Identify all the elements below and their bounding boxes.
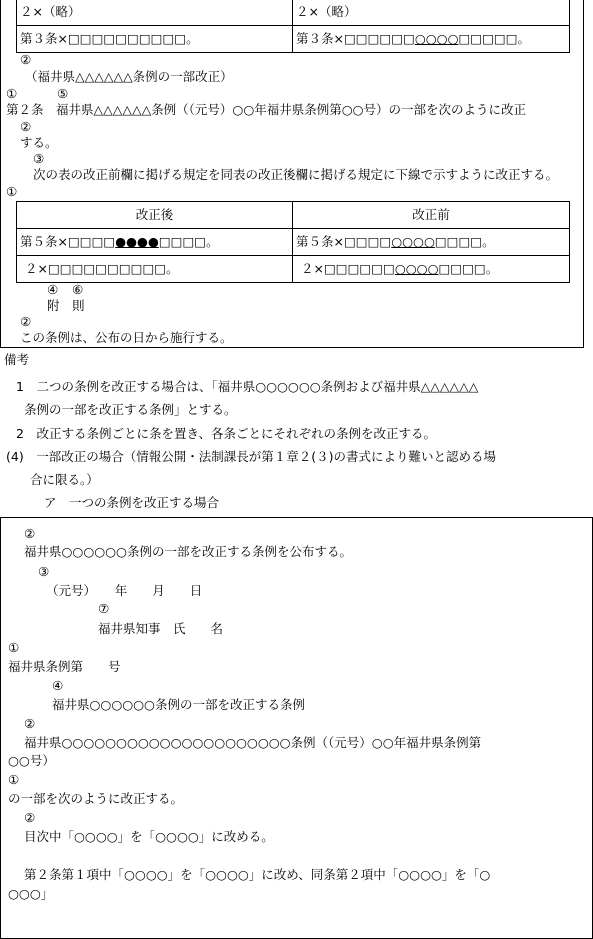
mark-circled-1: ① [8,772,20,787]
mark-circled-4: ④ [52,678,64,693]
table-cell: ２×（略） [293,0,570,26]
mark-circled-1: ① [8,640,20,655]
mark-circled-2: ② [20,119,32,134]
table-cell [293,229,570,256]
article-amendment-text-continued: ○○○」 [8,886,54,901]
governor-signature-line: 福井県知事 氏 名 [98,621,224,636]
mark-circled-6: ⑥ [72,282,84,297]
mark-circled-2: ② [24,526,36,541]
column-header-after: 改正後 [17,202,293,229]
table-row [17,229,570,256]
cell-text: □□□□□。 [458,31,531,46]
instruction-text: 次の表の改正前欄に掲げる規定を同表の改正後欄に掲げる規定に下線で示すように改正する。 [33,167,559,182]
underlined-text: ○○○○ [391,234,435,249]
table-row [17,26,570,53]
cell-text: ２×□□□□□□ [301,261,395,276]
mark-circled-1: ① [6,184,18,199]
note-item-continued: 条例の一部を改正する条例」とする。 [24,402,237,417]
mark-circled-3: ③ [33,151,45,166]
table-cell [293,26,570,53]
mark-circled-4: ④ [47,282,59,297]
section-item: (4) 一部改正の場合（情報公開・法制課長が第１章２(３)の書式により難いと認める場 [6,449,496,464]
supplementary-heading: 附 則 [47,298,85,313]
promulgation-text: 福井県○○○○○○条例の一部を改正する条例を公布する。 [24,544,352,559]
mark-circled-2: ② [24,810,36,825]
table-header-row [17,202,570,229]
cell-text: □□□□。 [438,261,499,276]
article-text-continued: する。 [20,135,58,150]
article-amendment-text: 第２条第１項中「○○○○」を「○○○○」に改め、同条第２項中「○○○○」を「○ [24,867,491,882]
body-text-continued: の一部を次のように改正する。 [8,791,184,806]
toc-amendment-text: 目次中「○○○○」を「○○○○」に改める。 [24,829,274,844]
table-cell [17,229,293,256]
date-line: （元号） 年 月 日 [46,583,203,598]
cell-text: □□□□。 [158,234,219,249]
comparison-table [16,201,570,283]
cell-text: ２×□□□□□□□□□□。 [25,261,179,276]
cell-text: □□□□。 [434,234,495,249]
table-cell [293,256,570,283]
mark-circled-2: ② [20,314,32,329]
mark-circled-5: ⑤ [57,86,69,101]
mark-circled-2: ② [20,52,32,67]
sub-item: ア 一つの条例を改正する場合 [44,495,220,510]
table-row [17,0,570,26]
table-cell: ２×（略） [17,0,293,26]
table-cell [17,256,293,283]
note-item: 2 改正する条例ごとに条を置き、各条ごとにそれぞれの条例を改正する。 [16,426,436,441]
mark-circled-1: ① [6,86,18,101]
supplementary-text: この条例は、公布の日から施行する。 [20,330,233,345]
table-cell: 第３条×□□□□□□□□□□。 [17,26,293,53]
notes-title: 備考 [4,352,30,367]
column-header-before: 改正前 [293,202,570,229]
underlined-text: ○○○○ [414,31,459,46]
table-row [17,256,570,283]
underlined-text: ○○○○ [394,261,439,276]
mark-circled-7: ⑦ [98,601,110,616]
body-text-continued: ○○号） [8,753,55,768]
ordinance-number-line: 福井県条例第 号 [8,659,121,674]
section-heading: （福井県△△△△△△条例の一部改正） [25,69,233,84]
underlined-text: ●●●● [115,234,159,249]
section-item-continued: 合に限る。） [30,472,99,487]
mark-circled-2: ② [24,716,36,731]
continuation-table [16,0,570,53]
cell-text: 第３条×□□□□□□ [296,31,415,46]
cell-text: 第５条×□□□□ [296,234,392,249]
body-text: 福井県○○○○○○○○○○○○○○○○○○○○○条例（（元号）○○年福井県条例第 [24,735,482,750]
cell-text: 第５条×□□□□ [20,234,116,249]
ordinance-title: 福井県○○○○○○条例の一部を改正する条例 [52,697,305,712]
mark-circled-3: ③ [38,564,50,579]
article-text: 第２条 福井県△△△△△△条例（（元号）○○年福井県条例第○○号）の一部を次のように改正 [6,102,527,117]
note-item: 1 二つの条例を改正する場合は、「福井県○○○○○○条例および福井県△△△△△△ [16,379,479,394]
